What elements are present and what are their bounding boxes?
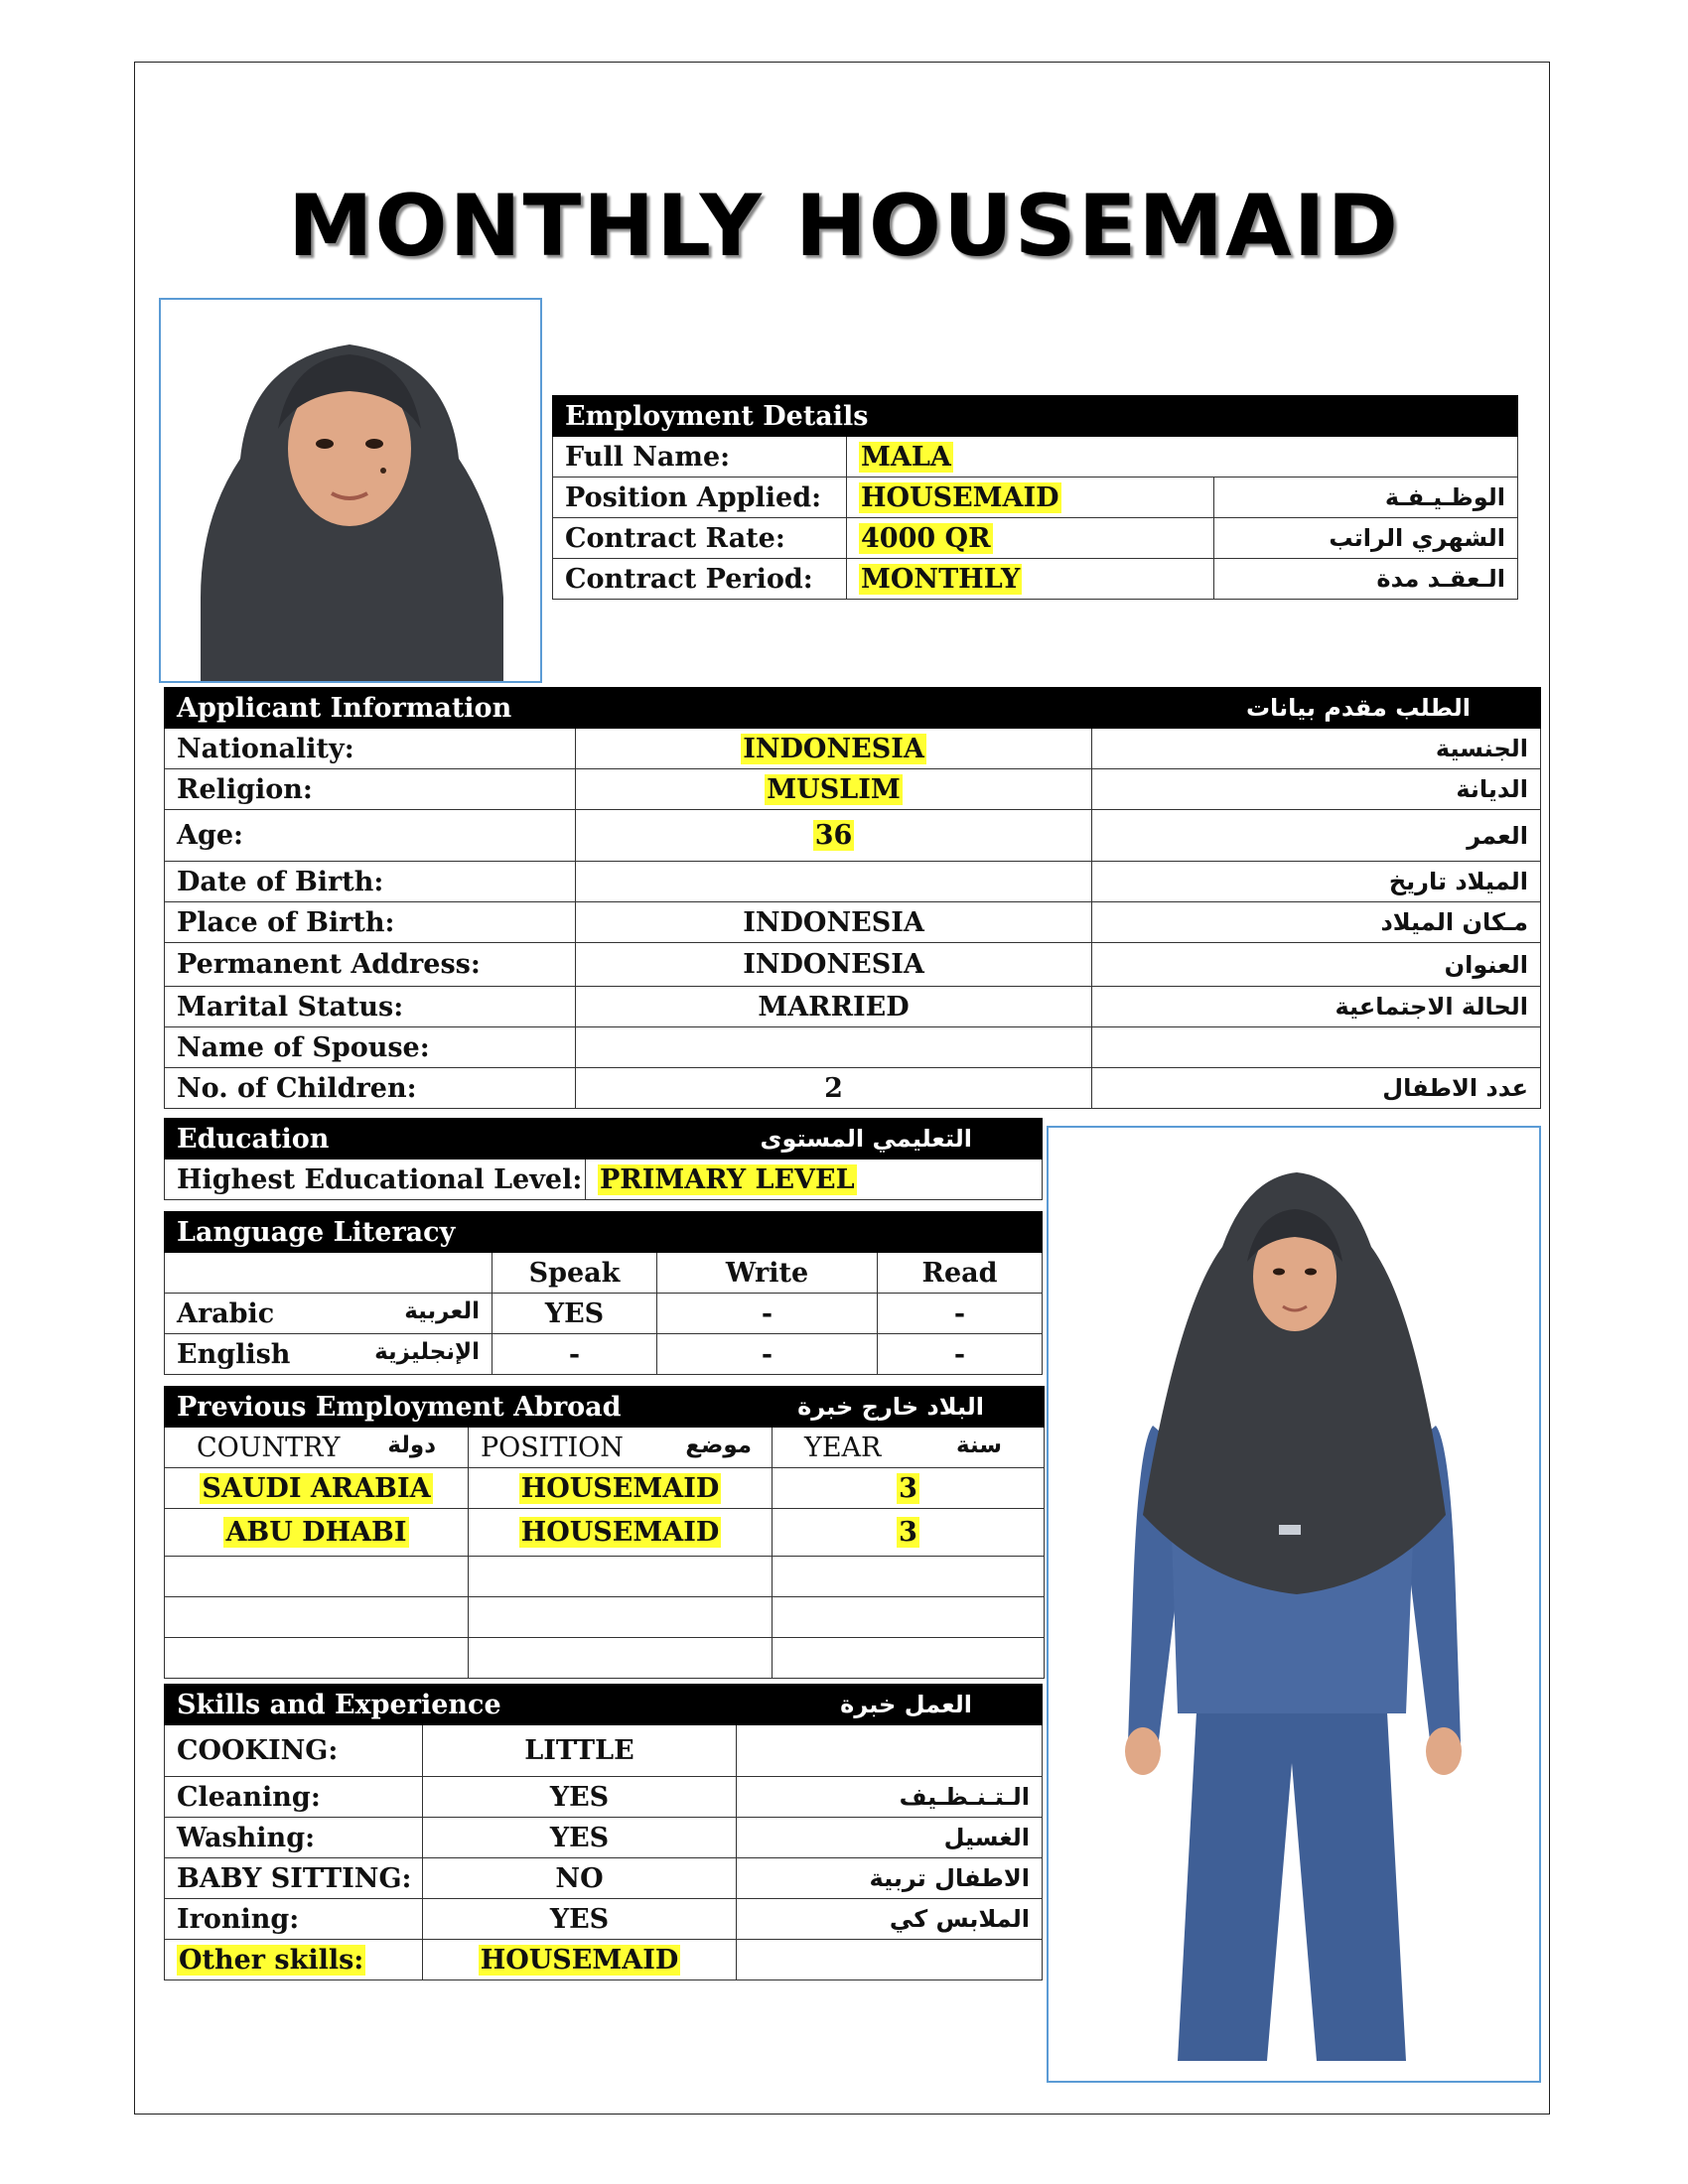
position-col: POSITION: [481, 1432, 624, 1463]
arabic-speak: YES: [492, 1294, 657, 1334]
empty-cell: [469, 1638, 773, 1679]
read-col: Read: [878, 1253, 1043, 1294]
applicant-header: Applicant Information: [165, 688, 1092, 729]
empty-cell: [773, 1597, 1045, 1638]
address-ar: العنوان: [1092, 943, 1541, 987]
prev-position-1: HOUSEMAID: [520, 1472, 720, 1504]
washing-value: YES: [423, 1818, 737, 1858]
empty-cell: [165, 1557, 469, 1597]
cleaning-ar: الـتـنـظـيف: [737, 1777, 1043, 1818]
nationality-value: INDONESIA: [743, 733, 924, 764]
year-col: YEAR: [804, 1432, 882, 1463]
spouse-label: Name of Spouse:: [165, 1027, 576, 1068]
position-value: HOUSEMAID: [861, 481, 1059, 513]
employment-header: Employment Details: [553, 396, 1518, 437]
skills-header-ar: العمل خبرة: [737, 1685, 1043, 1725]
education-header: Education: [165, 1119, 586, 1160]
pob-label: Place of Birth:: [165, 902, 576, 943]
marital-value: MARRIED: [576, 987, 1092, 1027]
english-write: -: [657, 1334, 878, 1375]
applicant-header-ar: الطلب مقدم بيانات: [1092, 688, 1541, 729]
full-body-photo: [1047, 1126, 1541, 2083]
prev-country-2: ABU DHABI: [225, 1517, 407, 1548]
arabic-read: -: [878, 1294, 1043, 1334]
prev-year-2: 3: [899, 1517, 917, 1548]
prev-year-1: 3: [899, 1472, 917, 1504]
ironing-label: Ironing:: [165, 1899, 423, 1940]
other-skills-ar: [737, 1940, 1043, 1980]
age-value: 36: [814, 820, 853, 851]
arabic-write: -: [657, 1294, 878, 1334]
spouse-value: [576, 1027, 1092, 1068]
prev-position-2: HOUSEMAID: [520, 1517, 720, 1548]
education-header-ar: التعليمي المستوى: [586, 1119, 1043, 1160]
applicant-info-table: [164, 687, 1541, 1109]
contract-rate-label: Contract Rate:: [553, 518, 847, 559]
contract-period-ar: الـعقـد مدة: [1214, 559, 1518, 600]
cleaning-label: Cleaning:: [165, 1777, 423, 1818]
children-value: 2: [576, 1068, 1092, 1109]
dob-label: Date of Birth:: [165, 862, 576, 902]
language-table: [164, 1211, 1043, 1375]
previous-header: Previous Employment Abroad: [165, 1387, 773, 1428]
ironing-value: YES: [423, 1899, 737, 1940]
washing-ar: الغسيل: [737, 1818, 1043, 1858]
position-label: Position Applied:: [553, 478, 847, 518]
full-name-label: Full Name:: [553, 437, 847, 478]
skills-table: [164, 1684, 1043, 1980]
arabic-label: Arabic: [177, 1297, 275, 1329]
nationality-label: Nationality:: [165, 729, 576, 769]
ironing-ar: الملابس كي: [737, 1899, 1043, 1940]
full-name-value: MALA: [861, 441, 951, 473]
other-skills-value: HOUSEMAID: [480, 1944, 679, 1976]
cleaning-value: YES: [423, 1777, 737, 1818]
pob-value: INDONESIA: [576, 902, 1092, 943]
portrait-photo: [159, 298, 542, 683]
empty-cell: [469, 1557, 773, 1597]
religion-value: MUSLIM: [767, 773, 901, 805]
empty-cell: [773, 1638, 1045, 1679]
marital-label: Marital Status:: [165, 987, 576, 1027]
speak-col: Speak: [492, 1253, 657, 1294]
education-value: PRIMARY LEVEL: [600, 1163, 855, 1195]
empty-cell: [165, 1638, 469, 1679]
children-label: No. of Children:: [165, 1068, 576, 1109]
year-col-ar: سنة: [956, 1432, 1002, 1458]
english-label: English: [177, 1338, 291, 1370]
language-header: Language Literacy: [165, 1212, 1043, 1253]
contract-rate-ar: الشهري الراتب: [1214, 518, 1518, 559]
education-label: Highest Educational Level:: [165, 1160, 586, 1200]
address-value: INDONESIA: [576, 943, 1092, 987]
dob-value: [576, 862, 1092, 902]
age-ar: العمر: [1092, 810, 1541, 862]
prev-country-1: SAUDI ARABIA: [202, 1472, 431, 1504]
pob-ar: مـكان الميلاد: [1092, 902, 1541, 943]
cooking-label: COOKING:: [165, 1725, 423, 1777]
spouse-ar: [1092, 1027, 1541, 1068]
country-col: COUNTRY: [197, 1432, 341, 1463]
position-col-ar: موضع: [685, 1432, 752, 1458]
country-col-ar: دولة: [387, 1432, 436, 1458]
write-col: Write: [657, 1253, 878, 1294]
cooking-value: LITTLE: [423, 1725, 737, 1777]
empty-cell: [165, 1597, 469, 1638]
skills-header: Skills and Experience: [165, 1685, 737, 1725]
english-read: -: [878, 1334, 1043, 1375]
religion-label: Religion:: [165, 769, 576, 810]
dob-ar: الميلاد تاريخ: [1092, 862, 1541, 902]
religion-ar: الديانة: [1092, 769, 1541, 810]
english-speak: -: [492, 1334, 657, 1375]
cooking-ar: [737, 1725, 1043, 1777]
address-label: Permanent Address:: [165, 943, 576, 987]
arabic-ar: العربية: [404, 1297, 480, 1324]
marital-ar: الحالة الاجتماعية: [1092, 987, 1541, 1027]
other-skills-label: Other skills:: [179, 1944, 364, 1976]
contract-rate-value: 4000 QR: [861, 522, 991, 554]
employment-details-table: [552, 395, 1518, 600]
babysitting-label: BABY SITTING:: [165, 1858, 423, 1899]
contract-period-value: MONTHLY: [861, 563, 1021, 595]
previous-employment-table: [164, 1386, 1045, 1679]
education-table: [164, 1118, 1043, 1200]
washing-label: Washing:: [165, 1818, 423, 1858]
babysitting-ar: الاطفال تربية: [737, 1858, 1043, 1899]
contract-period-label: Contract Period:: [553, 559, 847, 600]
page-title: MONTHLY HOUSEMAID: [287, 177, 1401, 276]
english-ar: الإنجليزية: [374, 1338, 480, 1365]
position-ar: الوظـيـفـة: [1214, 478, 1518, 518]
empty-cell: [773, 1557, 1045, 1597]
age-label: Age:: [165, 810, 576, 862]
previous-header-ar: البلاد خارج خبرة: [773, 1387, 1045, 1428]
babysitting-value: NO: [423, 1858, 737, 1899]
empty-cell: [469, 1597, 773, 1638]
nationality-ar: الجنسية: [1092, 729, 1541, 769]
children-ar: عدد الاطفال: [1092, 1068, 1541, 1109]
